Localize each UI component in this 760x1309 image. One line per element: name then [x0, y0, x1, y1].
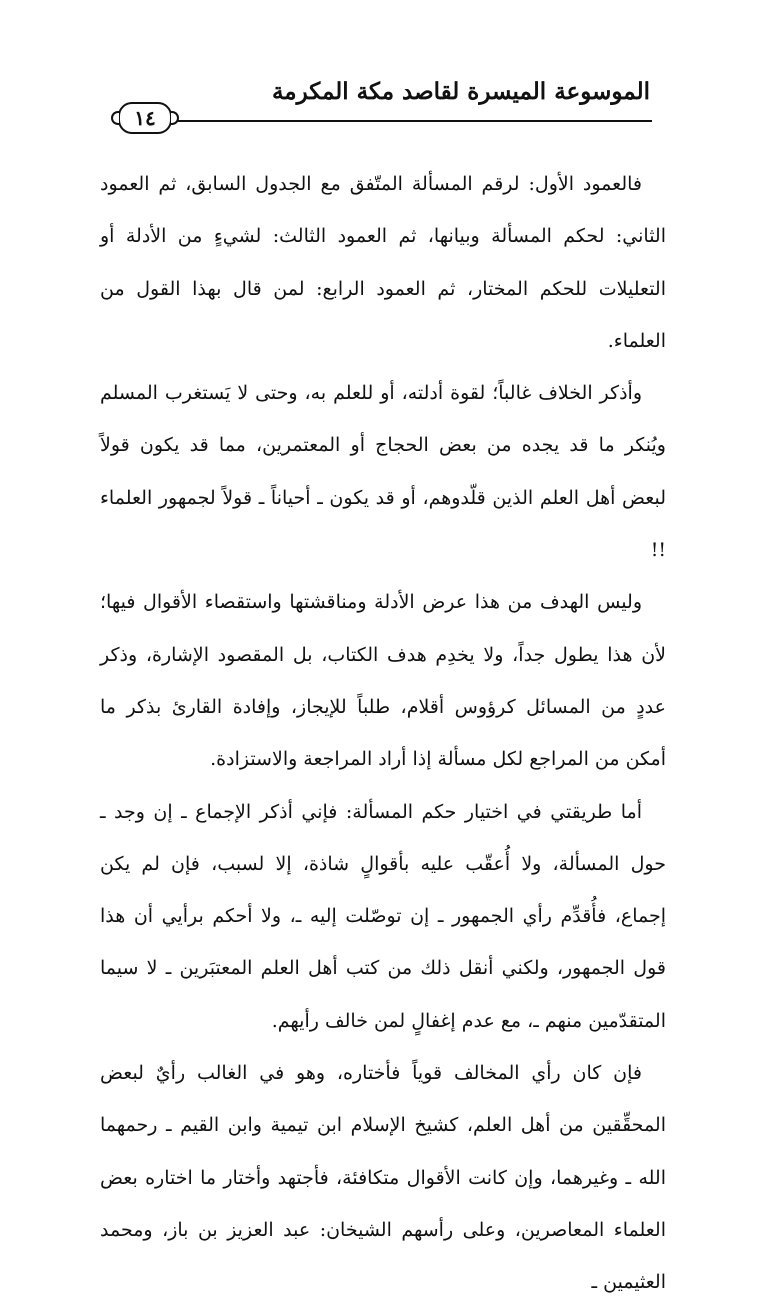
paragraph: فإن كان رأي المخالف قوياً فأختاره، وهو في الغالب رأيٌ لبعض المحقِّقين من أهل العلم، كشيخ الإسلام ابن تيمية وابن القيم ـ رحمهما الله ـ وغيرهما، وإن كانت الأقوال متكافئة، فأجتهد وأختار ما اختاره بعض العلماء المعاصرين، وعلى رأسهم الشيخان: عبد العزيز بن باز، ومحمد العثيمين ـ [100, 1062, 666, 1294]
running-header-title: الموسوعة الميسرة لقاصد مكة المكرمة [271, 78, 650, 105]
page-body [100, 158, 666, 1309]
paragraph: وليس الهدف من هذا عرض الأدلة ومناقشتها واستقصاء الأقوال فيها؛ لأن هذا يطول جداً، ولا يخدِم هدف الكتاب، بل المقصود الإشارة، وذكر عددٍ من المسائل كرؤوس أقلام، طلباً للإيجاز، وإفادة القارئ بذكر ما أمكن من المراجع لكل مسألة إذا أراد المراجعة والاستزادة. [100, 591, 666, 771]
paragraph: وأذكر الخلاف غالباً؛ لقوة أدلته، أو للعلم به، وحتى لا يَستغرب المسلم ويُنكر ما قد يجده من بعض الحجاج أو المعتمرين، مما قد يكون قولاً لبعض أهل العلم الذين قلّدوهم، أو قد يكون ـ أحياناً ـ قولاً لجمهور العلماء !! [100, 382, 666, 562]
paragraph: أما طريقتي في اختيار حكم المسألة: فإني أذكر الإجماع ـ إن وجد ـ حول المسألة، ولا أُعقّب عليه بأقوالٍ شاذة، إلا لسبب، فإن لم يكن إجماع، فأُقدِّم رأي الجمهور ـ إن توصّلت إليه ـ، ولا أحكم برأيي أن هذا قول الجمهور، ولكني أنقل ذلك من كتب أهل العلم المعتبَرين ـ لا سيما المتقدّمين منهم ـ، مع عدم إغفالٍ لمن خالف رأيهم. [100, 800, 666, 1032]
header-rule [175, 120, 652, 122]
paragraph: فالعمود الأول: لرقم المسألة المتّفق مع الجدول السابق، ثم العمود الثاني: لحكم المسألة وبيانها، ثم العمود الثالث: لشيءٍ من الأدلة أو التعليلات للحكم المختار، ثم العمود الرابع: لمن قال بهذا القول من العلماء. [100, 173, 666, 352]
page-number: ١٤ [118, 102, 172, 134]
